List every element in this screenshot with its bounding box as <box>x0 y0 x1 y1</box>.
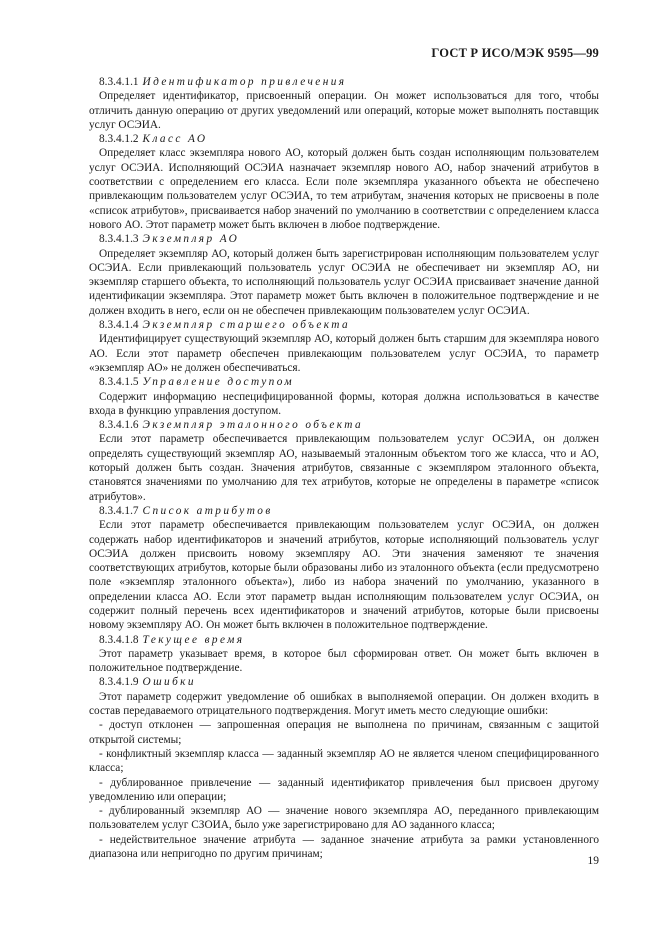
section-heading <box>89 675 599 689</box>
section-heading <box>89 132 599 146</box>
section-title: Идентификатор привлечения <box>142 76 347 88</box>
section-number: 8.3.4.1.4 <box>99 319 139 332</box>
section-heading <box>89 75 599 89</box>
section-heading <box>89 504 599 518</box>
section-heading <box>89 318 599 332</box>
section-heading <box>89 375 599 389</box>
section-number: 8.3.4.1.3 <box>99 233 139 246</box>
page-body <box>89 75 599 861</box>
section-paragraph: - конфликтный экземпляр класса — заданный экземпляр АО не является членом специфицированного класса; <box>89 747 599 775</box>
section-paragraph: - недействительное значение атрибута — заданное значение атрибута за рамки установленного диапазона или непригодно по другим причинам; <box>89 833 599 861</box>
section-title: Управление доступом <box>142 376 294 389</box>
section-number: 8.3.4.1.7 <box>99 504 139 517</box>
section-paragraph: Определяет идентификатор, присвоенный операции. Он может использоваться для того, чтобы отличить данную операцию от других уведомлений или операций, которые может выполнять поставщик услуг ОСЭИА. <box>89 90 599 131</box>
section-paragraph: Этот параметр содержит уведомление об ошибках в выполняемой операции. Он должен входить в состав передаваемого отрицательного подтверждения. Могут иметь место следующие ошибки: <box>89 690 599 718</box>
section-heading <box>89 232 599 246</box>
section-paragraph: - дублированный экземпляр АО — значение нового экземпляра АО, переданного привлекающим пользователем услуг СЗОИА, было уже зарегистрировано для АО заданного класса; <box>89 805 599 832</box>
section-title: Список атрибутов <box>142 504 273 517</box>
page-number: 19 <box>587 855 599 867</box>
section-title: Текущее время <box>142 633 245 646</box>
section-paragraph: Этот параметр указывает время, в которое был сформирован ответ. Он может быть включен в положительное подтверждение. <box>89 647 599 675</box>
section-paragraph: Идентифицирует существующий экземпляр АО, который должен быть старшим для экземпляра нового АО. Если этот параметр обеспечен привлекающим пользователем услуг ОСЭИА, то параметр «экземпляр АО» не должен обеспечиваться. <box>89 333 599 374</box>
section-title: Экземпляр старшего объекта <box>142 319 351 332</box>
section-number: 8.3.4.1.9 <box>99 676 139 689</box>
section-paragraph: Определяет класс экземпляра нового АО, который должен быть создан исполняющим пользователем услуг ОСЭИА. Исполняющий ОСЭИА назначает экземпляр нового АО, набор значений атрибутов в соответствии с определением его класса. Если поле экземпляра указанного объекта не обеспечено привлекающим пользователем услуг ОСЭИА, то тем атрибутам, значения которых не присвоены в поле «список атрибутов», присваивается набор значений по умолчанию в соответствии с определением класса нового АО. Этот параметр может быть включен в любое подтверждение. <box>89 147 599 231</box>
section-number: 8.3.4.1.1 <box>99 76 139 88</box>
section-paragraph: Если этот параметр обеспечивается привлекающим пользователем услуг ОСЭИА, он должен содержать набор идентификаторов и значений атрибутов, которые исполняющий пользователь услуг ОСЭИА должен присвоить новому экземпляру АО. Эти значения заменяют те значения соответствующих атрибутов, которые были образованы либо из эталонного объекта (если предусмотрено поле «экземпляр эталонного объекта»), либо из набора значений по умолчанию, указанного в определении класса АО. Если этот параметр выдан исполняющим пользователем услуг ОСЭИА, он содержит полный перечень всех идентификаторов и значений атрибутов, которые были присвоены новому экземпляру АО. Он может быть включен в положительное подтверждение. <box>89 519 599 632</box>
section-heading <box>89 633 599 647</box>
document-code: ГОСТ Р ИСО/МЭК 9595—99 <box>431 46 599 60</box>
section-paragraph: Определяет экземпляр АО, который должен быть зарегистрирован исполняющим пользователем услуг ОСЭИА. Если привлекающий пользователь услуг ОСЭИА не обеспечивает ни экземпляр АО, ни экземпляр старшего объекта, то исполняющий пользователь услуг ОСЭИА присваивает значение данной идентификации экземпляра. Этот параметр может быть включен в положительное подтверждение и не должен входить в него, если он не обеспечен привлекающим пользователем услуг ОСЭИА. <box>89 247 599 317</box>
section-paragraph: - доступ отклонен — запрошенная операция не выполнена по причинам, связанным с защитой открытой системы; <box>89 719 599 746</box>
section-paragraph: - дублированное привлечение — заданный идентификатор привлечения был присвоен другому уведомлению или операции; <box>89 776 599 803</box>
section-paragraph: Содержит информацию неспецифицированной формы, которая должна использоваться в качестве входа в функцию управления доступом. <box>89 390 599 417</box>
section-title: Класс АО <box>142 133 208 146</box>
section-paragraph: Если этот параметр обеспечивается привлекающим пользователем услуг ОСЭИА, он должен определять существующий экземпляр АО, называемый эталонным объектом того же класса, что и АО, который должен быть создан. Значения атрибутов, связанные с экземпляром эталонного объекта, становятся значениями по умолчанию для тех атрибутов, которые не определены в параметре «список атрибутов». <box>89 433 599 503</box>
section-number: 8.3.4.1.6 <box>99 419 139 432</box>
section-title: Ошибки <box>142 676 196 689</box>
section-heading <box>89 418 599 432</box>
section-number: 8.3.4.1.2 <box>99 133 139 146</box>
section-number: 8.3.4.1.5 <box>99 376 139 389</box>
section-title: Экземпляр АО <box>142 233 240 246</box>
section-title: Экземпляр эталонного объекта <box>142 419 364 432</box>
section-number: 8.3.4.1.8 <box>99 633 139 646</box>
